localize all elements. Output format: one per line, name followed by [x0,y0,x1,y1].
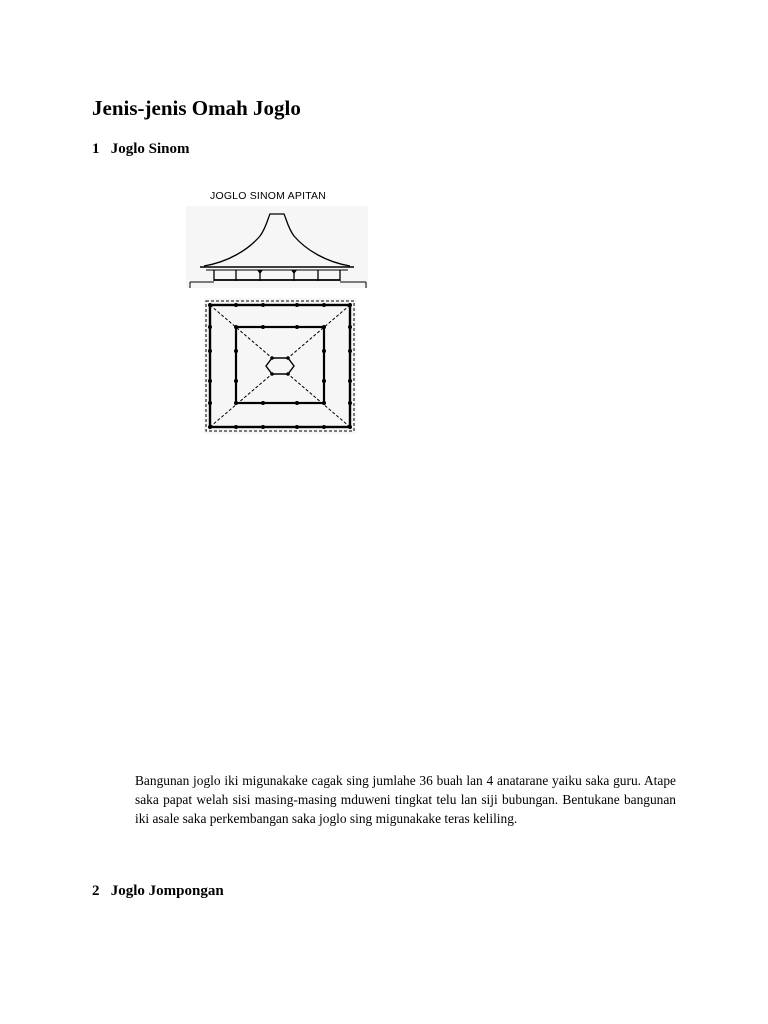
plan-panel [204,298,356,434]
elevation-panel [186,206,368,288]
joglo-sinom-apitan-figure [184,184,372,438]
section-heading-text: Joglo Jompongan [110,883,224,899]
section-number: 1 [92,141,100,157]
section-heading-joglo-sinom [92,139,190,159]
joglo-sinom-apitan-drawing [184,184,372,438]
section-heading-text: Joglo Sinom [110,141,190,157]
body-paragraph: Bangunan joglo iki migunakake cagak sing jumlahe 36 buah lan 4 anatarane yaiku saka guru. Atape saka papat welah sisi masing-masing mduweni tingkat telu lan siji bubungan. Bentukane bangunan iki asale saka perkembangan saka joglo sing migunakake teras keliling. [135,773,676,826]
section-heading-joglo-jompongan [92,881,224,901]
page-title: Jenis-jenis Omah Joglo [92,96,301,120]
figure-caption: JOGLO SINOM APITAN [210,190,327,202]
section-number: 2 [92,883,100,899]
